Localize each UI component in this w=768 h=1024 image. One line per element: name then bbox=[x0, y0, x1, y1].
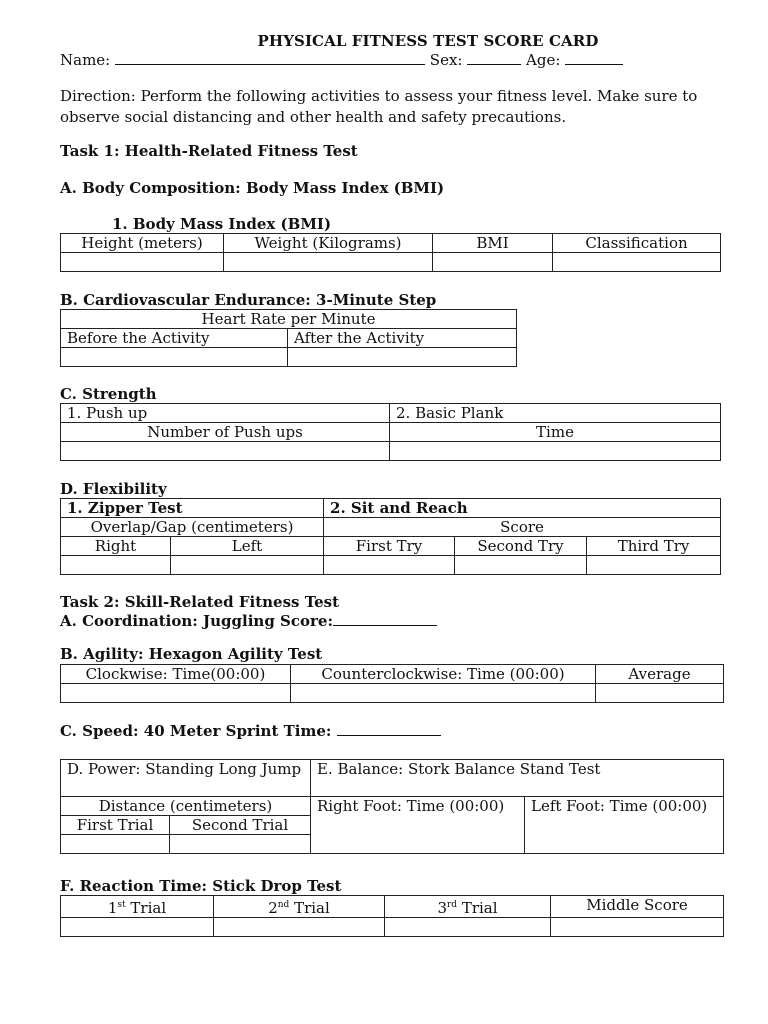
reaction-middle-cell[interactable] bbox=[551, 918, 724, 937]
section-b-heading: B. Cardiovascular Endurance: 3-Minute Step bbox=[60, 291, 437, 309]
push-up-label: 1. Push up bbox=[61, 404, 390, 423]
speed-line bbox=[60, 722, 441, 740]
overlap-gap-label: Overlap/Gap (centimeters) bbox=[61, 518, 324, 537]
name-field[interactable] bbox=[115, 52, 425, 65]
section-c-heading: C. Strength bbox=[60, 385, 157, 403]
name-label: Name: bbox=[60, 51, 111, 69]
reaction-col-middle: Middle Score bbox=[551, 896, 724, 918]
hr-col-after: After the Activity bbox=[288, 329, 517, 348]
section-d-heading: D. Flexibility bbox=[60, 480, 167, 498]
reaction-col-3rd: 3rd Trial bbox=[385, 896, 551, 918]
sit-reach-label: 2. Sit and Reach bbox=[324, 499, 721, 518]
power-heading: D. Power: Standing Long Jump bbox=[61, 760, 311, 797]
coordination-line bbox=[60, 612, 437, 630]
age-label: Age: bbox=[526, 51, 561, 69]
agility-col-clockwise: Clockwise: Time(00:00) bbox=[61, 665, 291, 684]
reaction-3rd-cell[interactable] bbox=[385, 918, 551, 937]
power-col-first: First Trial bbox=[61, 816, 170, 835]
num-push-ups-label: Number of Push ups bbox=[61, 423, 390, 442]
flex-col-right: Right bbox=[61, 537, 171, 556]
left-foot-label: Left Foot: Time (00:00) bbox=[531, 797, 708, 815]
bmi-col-weight: Weight (Kilograms) bbox=[224, 234, 433, 253]
flex-col-third-try: Third Try bbox=[587, 537, 721, 556]
sex-field[interactable] bbox=[467, 52, 521, 65]
bmi-value-cell[interactable] bbox=[433, 253, 553, 272]
agility-heading: B. Agility: Hexagon Agility Test bbox=[60, 645, 323, 663]
power-second-cell[interactable] bbox=[170, 835, 311, 854]
bmi-weight-cell[interactable] bbox=[224, 253, 433, 272]
reaction-2nd-cell[interactable] bbox=[214, 918, 385, 937]
task1-heading: Task 1: Health-Related Fitness Test bbox=[60, 142, 358, 160]
section-a-heading: A. Body Composition: Body Mass Index (BMI) bbox=[60, 179, 445, 197]
right-foot-label-cell bbox=[311, 797, 525, 854]
heart-rate-table bbox=[60, 309, 517, 367]
bmi-table bbox=[60, 233, 721, 272]
bmi-classification-cell[interactable] bbox=[553, 253, 721, 272]
flex-left-cell[interactable] bbox=[171, 556, 324, 575]
flex-col-second-try: Second Try bbox=[455, 537, 587, 556]
name-age-line bbox=[60, 51, 623, 69]
power-balance-table bbox=[60, 759, 724, 854]
basic-plank-label: 2. Basic Plank bbox=[390, 404, 721, 423]
flex-first-cell[interactable] bbox=[324, 556, 455, 575]
coordination-heading: A. Coordination: Juggling Score: bbox=[60, 612, 333, 630]
reaction-table bbox=[60, 895, 724, 937]
juggling-score-field[interactable] bbox=[333, 613, 437, 626]
hr-after-cell[interactable] bbox=[288, 348, 517, 367]
flex-third-cell[interactable] bbox=[587, 556, 721, 575]
reaction-1st-cell[interactable] bbox=[61, 918, 214, 937]
power-first-cell[interactable] bbox=[61, 835, 170, 854]
page-title: PHYSICAL FITNESS TEST SCORE CARD bbox=[257, 32, 599, 50]
agility-col-counterclockwise: Counterclockwise: Time (00:00) bbox=[291, 665, 596, 684]
distance-label: Distance (centimeters) bbox=[61, 797, 311, 816]
direction-text: Direction: Perform the following activities to assess your fitness level. Make sure to observe social distancing and other health and safety precautions. bbox=[60, 87, 698, 126]
hr-before-cell[interactable] bbox=[61, 348, 288, 367]
bmi-col-classification: Classification bbox=[553, 234, 721, 253]
bmi-col-bmi: BMI bbox=[433, 234, 553, 253]
reaction-col-1st: 1st Trial bbox=[61, 896, 214, 918]
reaction-col-2nd: 2nd Trial bbox=[214, 896, 385, 918]
agility-table bbox=[60, 664, 724, 703]
strength-table bbox=[60, 403, 721, 461]
speed-heading: C. Speed: 40 Meter Sprint Time: bbox=[60, 722, 332, 740]
bmi-height-cell[interactable] bbox=[61, 253, 224, 272]
age-field[interactable] bbox=[565, 52, 623, 65]
zipper-test-label: 1. Zipper Test bbox=[61, 499, 324, 518]
left-foot-label-cell bbox=[525, 797, 724, 854]
power-col-second: Second Trial bbox=[170, 816, 311, 835]
plank-time-label: Time bbox=[390, 423, 721, 442]
flex-col-left: Left bbox=[171, 537, 324, 556]
flexibility-table bbox=[60, 498, 721, 575]
push-up-cell[interactable] bbox=[61, 442, 390, 461]
sprint-time-field[interactable] bbox=[337, 723, 441, 736]
agility-clockwise-cell[interactable] bbox=[61, 684, 291, 703]
flex-right-cell[interactable] bbox=[61, 556, 171, 575]
reaction-heading: F. Reaction Time: Stick Drop Test bbox=[60, 877, 342, 895]
heart-rate-header: Heart Rate per Minute bbox=[61, 310, 517, 329]
flex-col-first-try: First Try bbox=[324, 537, 455, 556]
hr-col-before: Before the Activity bbox=[61, 329, 288, 348]
task2-heading: Task 2: Skill-Related Fitness Test bbox=[60, 593, 340, 611]
agility-counter-cell[interactable] bbox=[291, 684, 596, 703]
agility-col-average: Average bbox=[596, 665, 724, 684]
sex-label: Sex: bbox=[429, 51, 463, 69]
bmi-col-height: Height (meters) bbox=[61, 234, 224, 253]
flex-second-cell[interactable] bbox=[455, 556, 587, 575]
right-foot-label: Right Foot: Time (00:00) bbox=[317, 797, 505, 815]
agility-average-cell[interactable] bbox=[596, 684, 724, 703]
bmi-heading: 1. Body Mass Index (BMI) bbox=[112, 215, 332, 233]
balance-heading: E. Balance: Stork Balance Stand Test bbox=[311, 760, 724, 797]
plank-time-cell[interactable] bbox=[390, 442, 721, 461]
score-label: Score bbox=[324, 518, 721, 537]
